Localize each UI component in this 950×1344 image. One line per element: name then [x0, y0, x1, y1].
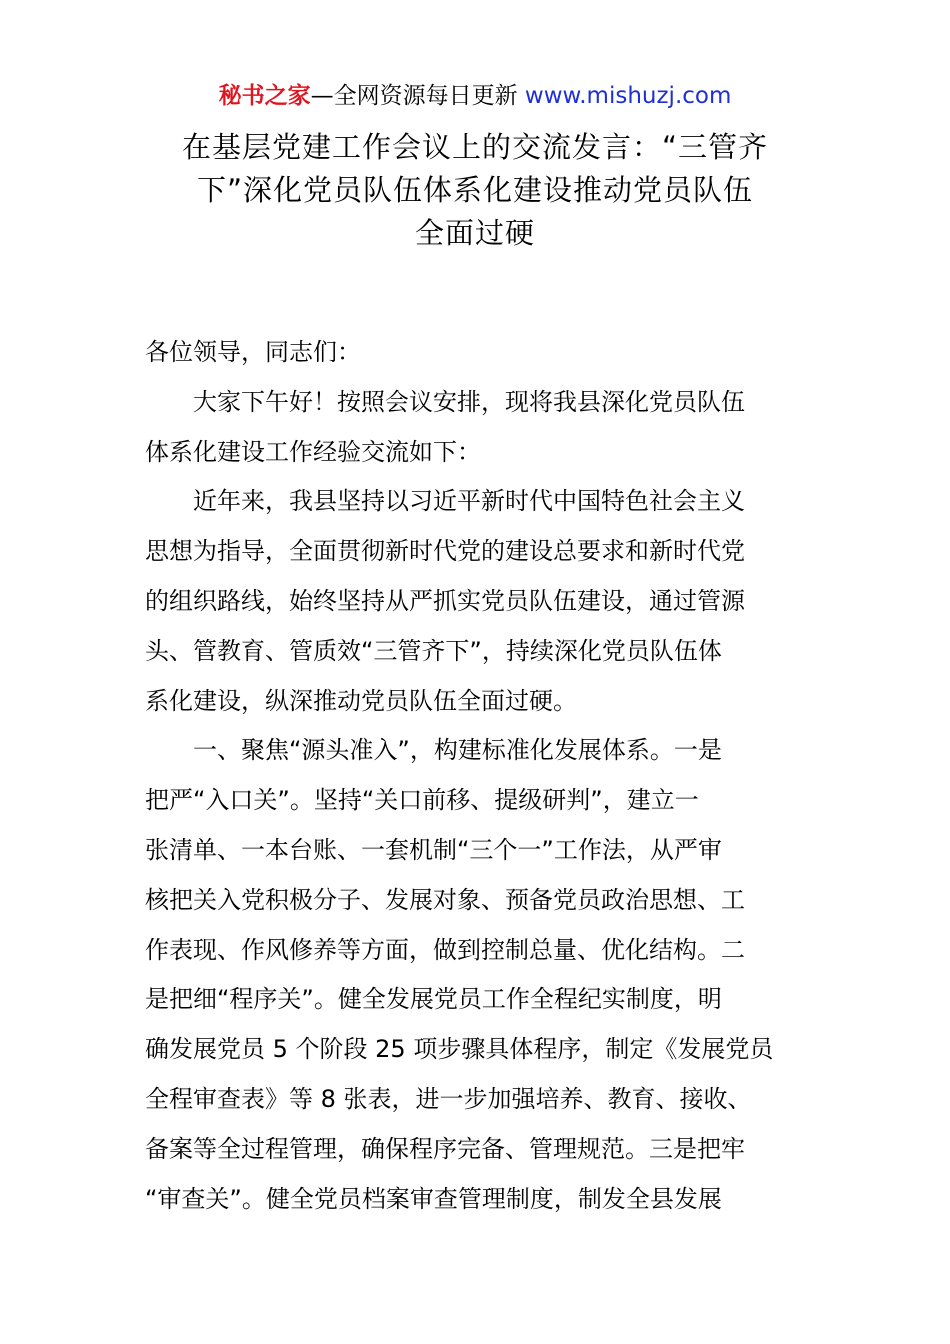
- body-line: 作表现、作风修养等方面，做到控制总量、优化结构。二: [145, 935, 745, 964]
- body-line: 张清单、一本台账、一套机制“三个一”工作法，从严审: [145, 835, 722, 864]
- body-line: 核把关入党积极分子、发展对象、预备党员政治思想、工: [145, 885, 745, 914]
- body-line: 把严“入口关”。坚持“关口前移、提级研判”，建立一: [145, 786, 699, 815]
- body-line: 全程审查表》等 8 张表，进一步加强培养、教育、接收、: [145, 1084, 752, 1113]
- body-line: 大家下午好！按照会议安排，现将我县深化党员队伍: [193, 387, 745, 416]
- title-line: 在基层党建工作会议上的交流发言：“三管齐: [181, 130, 769, 164]
- body-line: 备案等全过程管理，确保程序完备、管理规范。三是把牢: [145, 1134, 745, 1163]
- body-line: 近年来，我县坚持以习近平新时代中国特色社会主义: [193, 487, 745, 516]
- body-line: 确发展党员 5 个阶段 25 项步骤具体程序，制定《发展党员: [145, 1035, 774, 1064]
- document-body: [145, 328, 807, 1224]
- section-heading-line: 一、聚焦“源头准入”，构建标准化发展体系。一是: [193, 736, 722, 765]
- site-tagline: —全网资源每日更新: [310, 83, 518, 109]
- site-header: [0, 80, 950, 112]
- document-title: [145, 126, 805, 255]
- site-name: 秘书之家: [218, 83, 311, 109]
- body-line: 是把细“程序关”。健全发展党员工作全程纪实制度，明: [145, 985, 722, 1014]
- title-line: 全面过硬: [414, 216, 535, 250]
- body-line: 体系化建设工作经验交流如下：: [145, 437, 481, 466]
- body-line: 思想为指导，全面贯彻新时代党的建设总要求和新时代党: [145, 537, 745, 566]
- site-url-link[interactable]: www.mishuzj.com: [524, 83, 732, 109]
- body-line: 系化建设，纵深推动党员队伍全面过硬。: [145, 686, 577, 715]
- body-line: “审查关”。健全党员档案审查管理制度，制发全县发展: [145, 1184, 722, 1213]
- body-line: 的组织路线，始终坚持从严抓实党员队伍建设，通过管源: [145, 586, 745, 615]
- body-line: 头、管教育、管质效“三管齐下”，持续深化党员队伍体: [145, 636, 722, 665]
- title-line: 下”深化党员队伍体系化建设推动党员队伍: [196, 173, 754, 207]
- salutation: 各位领导，同志们：: [145, 338, 361, 366]
